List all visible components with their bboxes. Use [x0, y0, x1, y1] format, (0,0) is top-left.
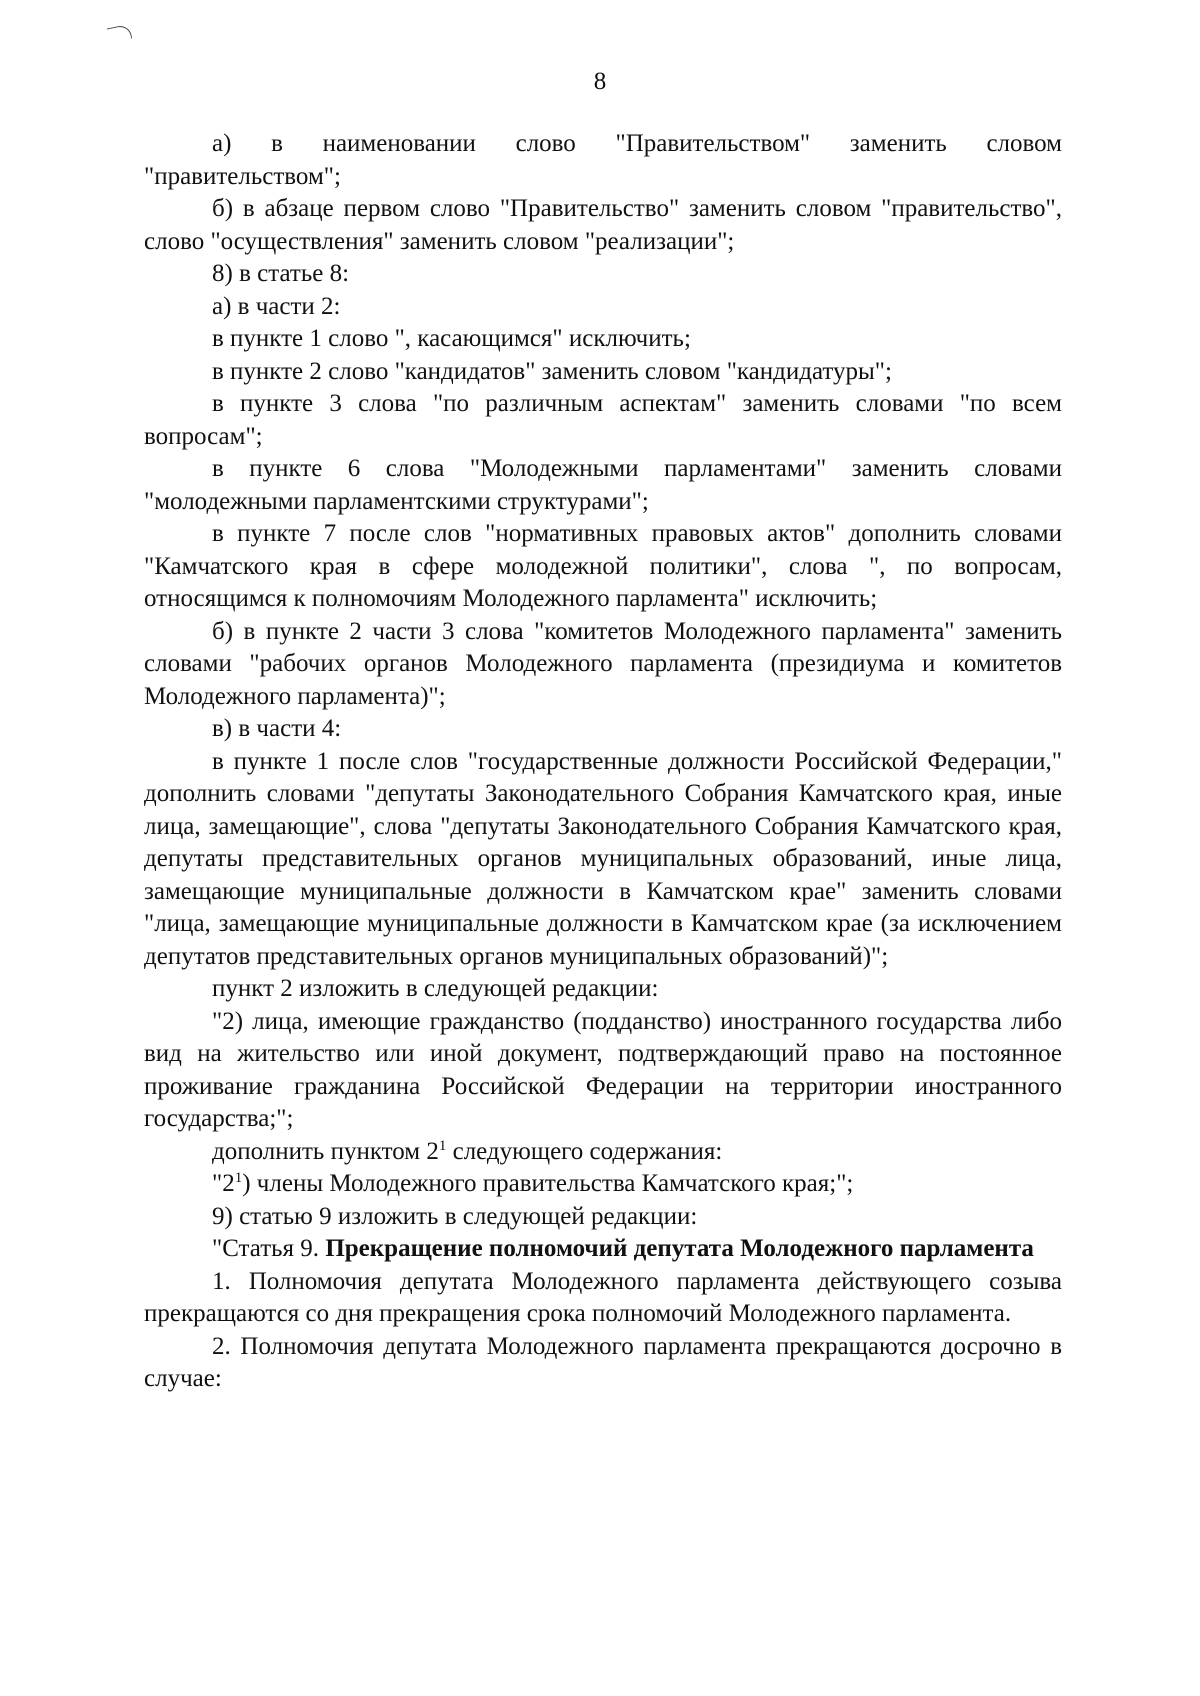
superscript: 1 [234, 1170, 243, 1186]
document-body [144, 128, 1062, 1396]
superscript: 1 [438, 1137, 447, 1154]
article-heading [144, 1233, 1062, 1266]
article-9-part-1: 1. Полномочия депутата Молодежного парламента действующего созыва прекращаются со дня прекращения срока полномочий Молодежного парламента. [144, 1267, 1062, 1327]
amendment-paragraph: в пункте 6 слова "Молодежными парламентами" заменить словами "молодежными парламентскими структурами"; [144, 455, 1062, 515]
amendment-paragraph: в пункте 3 слова "по различным аспектам" заменить словами "по всем вопросам"; [144, 390, 1062, 450]
quoted-item-2-1 [144, 1168, 1062, 1201]
article-heading-prefix: "Статья 9. [212, 1235, 326, 1262]
part-2-line: а) в части 2: [212, 292, 341, 320]
quoted-item-after: ) члены Молодежного правительства Камчатского края;"; [242, 1170, 854, 1197]
quoted-item-before: "2 [212, 1170, 235, 1197]
page-number: 8 [593, 68, 607, 95]
amendment-paragraph: в пункте 1 после слов "государственные должности Российской Федерации," дополнить словами "депутаты Законодательного Собрания Камчатского края, иные лица, замещающие", слова "депутаты Законодательного Собрания Камчатского края, депутаты представительных органов муниципальных образований, иные лица, замещающие муниципальные должности в Камчатском крае" заменить словами "лица, замещающие муниципальные должности в Камчатском крае (за исключением депутатов представительных органов муниципальных образований)"; [144, 747, 1062, 970]
amendment-paragraph: пункт 2 изложить в следующей редакции: [212, 975, 659, 1002]
article-9-part-2: 2. Полномочия депутата Молодежного парламента прекращаются досрочно в случае: [144, 1332, 1062, 1392]
article-8-line: 8) в статье 8: [212, 260, 350, 287]
supplement-line [144, 1136, 1062, 1169]
amendment-paragraph: в пункте 7 после слов "нормативных правовых актов" дополнить словами "Камчатского края в сфере молодежной политики", слова ", по вопросам, относящимся к полномочиям Молодежного парламента" исключить; [144, 520, 1062, 612]
amendment-paragraph: б) в пункте 2 части 3 слова "комитетов Молодежного парламента" заменить словами "рабочих органов Молодежного парламента (президиума и комитетов Молодежного парламента)"; [144, 617, 1062, 710]
amendment-paragraph: а) в наименовании слово "Правительством" заменить словом "правительством"; [144, 130, 1062, 190]
scan-mark [107, 24, 133, 43]
amendment-paragraph: в пункте 1 слово ", касающимся" исключить; [212, 325, 691, 352]
article-heading-title: Прекращение полномочий депутата Молодежного парламента [325, 1235, 1034, 1262]
supplement-text-after: следующего содержания: [446, 1137, 723, 1165]
quoted-item-2: "2) лица, имеющие гражданство (подданство) иностранного государства либо вид на жительство или иной документ, подтверждающий право на постоянное проживание гражданина Российской Федерации на территории иностранного государства;"; [144, 1007, 1062, 1132]
amendment-paragraph: б) в абзаце первом слово "Правительство" заменить словом "правительство", слово "осуществления" заменить словом "реализации"; [144, 195, 1062, 255]
article-9-line: 9) статью 9 изложить в следующей редакции: [212, 1202, 698, 1230]
supplement-text-before: дополнить пунктом 2 [212, 1137, 439, 1165]
part-4-line: в) в части 4: [212, 715, 342, 742]
amendment-paragraph: в пункте 2 слово "кандидатов" заменить словом "кандидатуры"; [212, 357, 892, 385]
